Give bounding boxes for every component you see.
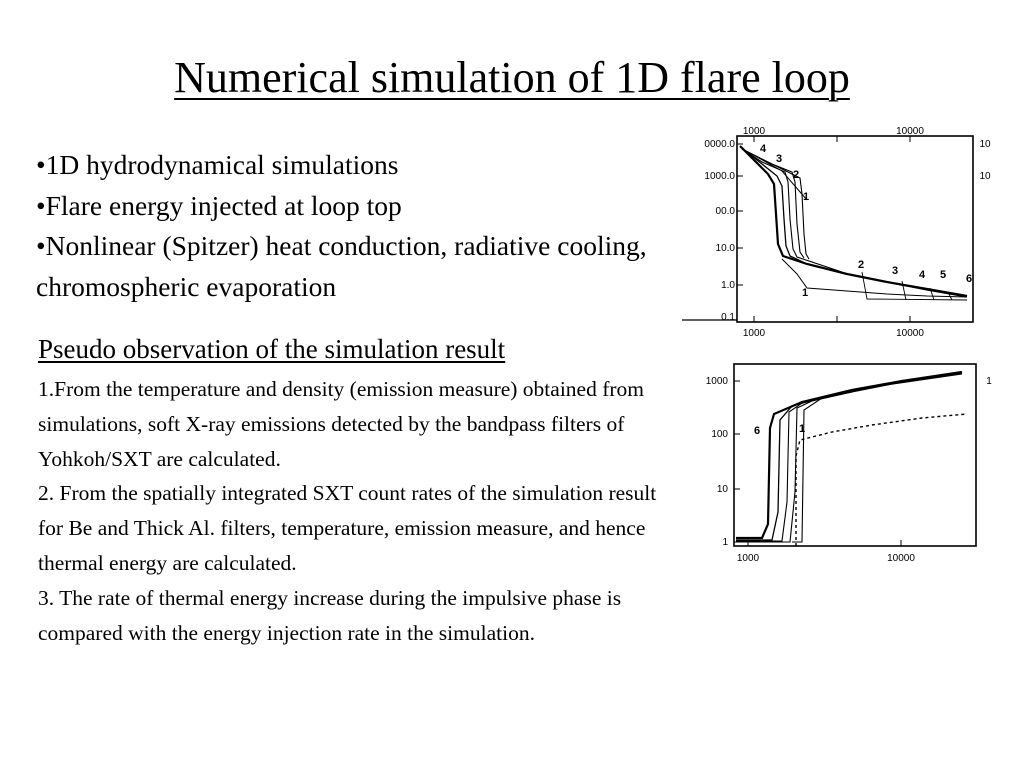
step-item: 3. The rate of thermal energy increase during the impulsive phase is compared with the energy injection rate in the simulation.	[38, 585, 622, 645]
top-curve-label: 5	[940, 269, 947, 281]
top-right-tick: 10	[979, 139, 991, 150]
bottom-tick-marks	[734, 381, 901, 546]
steps-text	[38, 372, 678, 650]
top-y-tick: 0.1	[721, 312, 735, 323]
bullet-item: •Flare energy injected at loop top	[36, 189, 402, 221]
top-x-tick-bottom: 10000	[896, 328, 924, 339]
top-curves	[740, 146, 967, 300]
top-x-tick-top: 1000	[742, 126, 766, 137]
top-curve-label: 2	[793, 169, 800, 181]
bottom-right-label: 1	[986, 376, 992, 387]
bottom-y-tick: 1000	[705, 376, 728, 387]
top-figure-svg	[682, 124, 998, 342]
top-y-tick: 1.0	[721, 280, 735, 291]
bottom-curve-label: 1	[799, 423, 806, 435]
bullet-item: •1D hydrodynamical simulations	[36, 149, 399, 180]
bottom-y-tick: 1	[722, 537, 728, 548]
bottom-figure-svg	[692, 352, 998, 574]
bottom-curves	[736, 372, 967, 546]
top-y-tick: 1000.0	[704, 171, 735, 182]
step-item: 1.From the temperature and density (emission measure) obtained from simulations, soft X-ray emissions detected by the bandpass filters of Yohkoh/SXT are calculated.	[38, 377, 645, 471]
top-x-tick-top: 10000	[896, 126, 924, 137]
bottom-x-tick: 10000	[887, 553, 915, 564]
top-curve-labels	[760, 143, 972, 299]
bottom-simulation-figure	[692, 352, 998, 574]
slide-title: Numerical simulation of 1D flare loop	[174, 53, 850, 102]
top-curve-label: 6	[966, 273, 973, 285]
bottom-curve-dotted	[796, 414, 967, 546]
top-curve-label: 4	[919, 269, 926, 281]
top-y-tick: 0000.0	[704, 139, 735, 150]
top-y-tick: 10.0	[715, 243, 735, 254]
top-curve-label: 2	[858, 259, 865, 271]
top-curve-label: 3	[892, 265, 899, 277]
step-item: 2. From the spatially integrated SXT count rates of the simulation result for Be and Thick Al. filters, temperature, emission measure, and hence thermal energy are calculated.	[38, 481, 657, 575]
bottom-curve	[736, 392, 852, 542]
bottom-x-tick: 1000	[736, 553, 760, 564]
top-curve	[742, 149, 842, 272]
bottom-curve-label: 6	[754, 425, 761, 437]
top-curve-label: 1	[802, 287, 809, 299]
bullet-list	[36, 145, 686, 307]
bottom-curve	[736, 372, 962, 538]
top-curve-label: 1	[803, 191, 810, 203]
bottom-y-tick: 10	[716, 484, 728, 495]
top-curve-label: 4	[760, 143, 767, 155]
top-simulation-figure	[682, 124, 998, 342]
pseudo-observation-heading: Pseudo observation of the simulation result	[38, 334, 506, 364]
top-y-tick: 00.0	[715, 206, 735, 217]
top-right-tick: 10	[979, 171, 991, 182]
top-curve-label: 3	[776, 153, 783, 165]
bullet-item: •Nonlinear (Spitzer) heat conduction, radiative cooling, chromospheric evaporation	[36, 230, 647, 302]
top-curve	[902, 281, 906, 300]
bottom-y-tick: 100	[711, 429, 728, 440]
top-curve	[740, 146, 967, 296]
top-x-tick-bottom: 1000	[742, 328, 766, 339]
